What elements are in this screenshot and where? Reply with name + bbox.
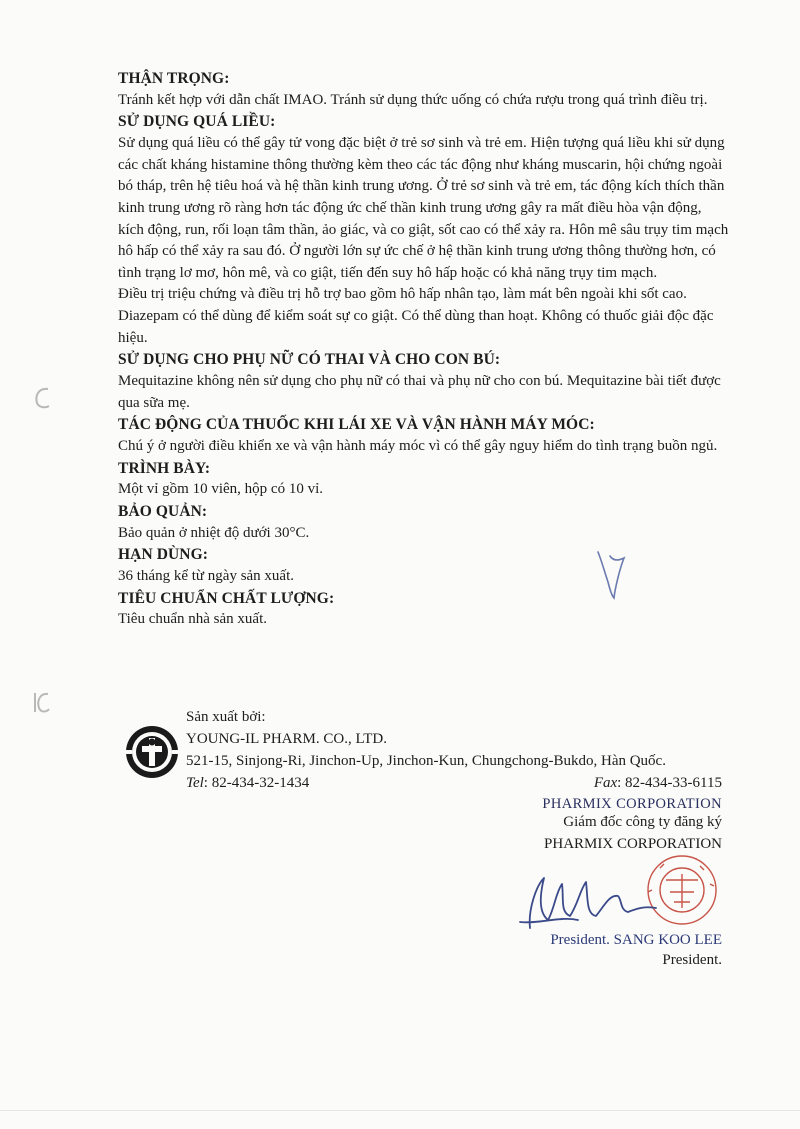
handwritten-initial-mark	[592, 548, 628, 600]
registrant-title: Giám đốc công ty đăng ký	[563, 814, 722, 830]
section-heading: SỬ DỤNG QUÁ LIỀU:	[118, 113, 276, 131]
tel-field	[186, 772, 309, 794]
president-block	[550, 930, 722, 970]
tel-value: : 82-434-32-1434	[203, 775, 310, 791]
section-heading: HẠN DÙNG:	[118, 546, 209, 564]
section-heading: SỬ DỤNG CHO PHỤ NỮ CÓ THAI VÀ CHO CON BÚ:	[118, 351, 501, 369]
manufacturer-label: Sản xuất bởi:	[186, 709, 266, 725]
section-paragraph: Sử dụng quá liều có thể gây tử vong đặc biệt ở trẻ sơ sinh và trẻ em. Hiện tượng quá liều khi sử dụng các chất kháng histamine thông thường kèm theo các tác động như kháng muscarin, hội chứng ngoài bó tháp, trên hệ tiêu hoá và hệ thần kinh trung ương. Ở trẻ sơ sinh và trẻ em, tác động kích thích thần kinh trung ương rõ ràng hơn tác động ức chế thần kinh trung ương gây ra mất điều hòa vận động, kích động, run, rối loạn tâm thần, ảo giác, và co giật, sốt cao có thể xảy ra. Hôn mê sâu trụy tim mạch hô hấp có thể xảy ra sau đó. Ở người lớn sự ức chế ở hệ thần kinh trung ương thông thường hơn, có tình trạng lơ mơ, hôn mê, và co giật, tiến đến suy hô hấp hoặc có khả năng trụy tim mạch.	[118, 135, 729, 281]
fax-field	[594, 772, 722, 794]
tel-label: Tel	[186, 775, 204, 791]
young-il-logo-icon	[124, 724, 180, 780]
section-heading: THẬN TRỌNG:	[118, 70, 230, 87]
contact-line	[186, 772, 722, 794]
section-paragraph: Tránh kết hợp với dẫn chất IMAO. Tránh sử dụng thức uống có chứa rượu trong quá trình điều trị.	[118, 91, 708, 108]
section-presentation	[118, 458, 730, 501]
section-paragraph: Tiêu chuẩn nhà sản xuất.	[118, 611, 268, 628]
section-heading: TIÊU CHUẨN CHẤT LƯỢNG:	[118, 589, 335, 607]
fax-label: Fax	[593, 775, 618, 791]
section-expiry	[118, 544, 730, 587]
manufacturer-block	[186, 706, 746, 794]
section-precautions	[118, 68, 730, 111]
section-heading: BẢO QUẢN:	[118, 502, 208, 520]
registrant-block	[542, 794, 722, 854]
section-paragraph: Mequitazine không nên sử dụng cho phụ nữ có thai và phụ nữ cho con bú. Mequitazine bài tiết được qua sữa mẹ.	[118, 372, 721, 411]
manufacturer-address: 521-15, Sinjong-Ri, Jinchon-Up, Jinchon-Kun, Chungchong-Bukdo, Hàn Quốc.	[186, 753, 666, 769]
page-edge-line	[0, 1110, 800, 1111]
section-paragraph: Một vỉ gồm 10 viên, hộp có 10 vỉ.	[118, 481, 323, 498]
section-quality-standard	[118, 588, 730, 631]
section-heading: TRÌNH BÀY:	[118, 459, 211, 477]
section-paragraph: Chú ý ở người điều khiển xe và vận hành máy móc vì có thể gây nguy hiểm do tình trạng buồn ngủ.	[118, 437, 718, 454]
punch-hole-mark	[32, 386, 54, 410]
section-storage	[118, 501, 730, 544]
president-signature-name: President. SANG KOO LEE	[550, 932, 722, 948]
fax-value: : 82-434-33-6115	[617, 775, 722, 791]
manufacturer-name: YOUNG-IL PHARM. CO., LTD.	[186, 731, 387, 747]
section-paragraph: 36 tháng kể từ ngày sản xuất.	[118, 568, 295, 585]
punch-hole-mark	[30, 690, 54, 716]
registrant-stamp-name: PHARMIX CORPORATION	[542, 796, 722, 812]
section-paragraph: Điều trị triệu chứng và điều trị hỗ trợ bao gồm hô hấp nhân tạo, làm mát bên ngoài khi sốt cao. Diazepam có thể dùng để kiểm soát sự co giật. Có thể dùng than hoạt. Không có thuốc giải độc đặc hiệu.	[118, 286, 714, 346]
registrant-company: PHARMIX CORPORATION	[544, 836, 722, 852]
signature-with-seal	[500, 850, 740, 940]
section-paragraph: Bảo quản ở nhiệt độ dưới 30°C.	[118, 524, 310, 541]
document-body	[118, 68, 730, 631]
section-driving	[118, 414, 730, 457]
section-pregnancy	[118, 349, 730, 414]
section-overdose	[118, 111, 730, 349]
section-heading: TÁC ĐỘNG CỦA THUỐC KHI LÁI XE VÀ VẬN HÀNH MÁY MÓC:	[118, 416, 595, 434]
president-title: President.	[662, 952, 722, 968]
